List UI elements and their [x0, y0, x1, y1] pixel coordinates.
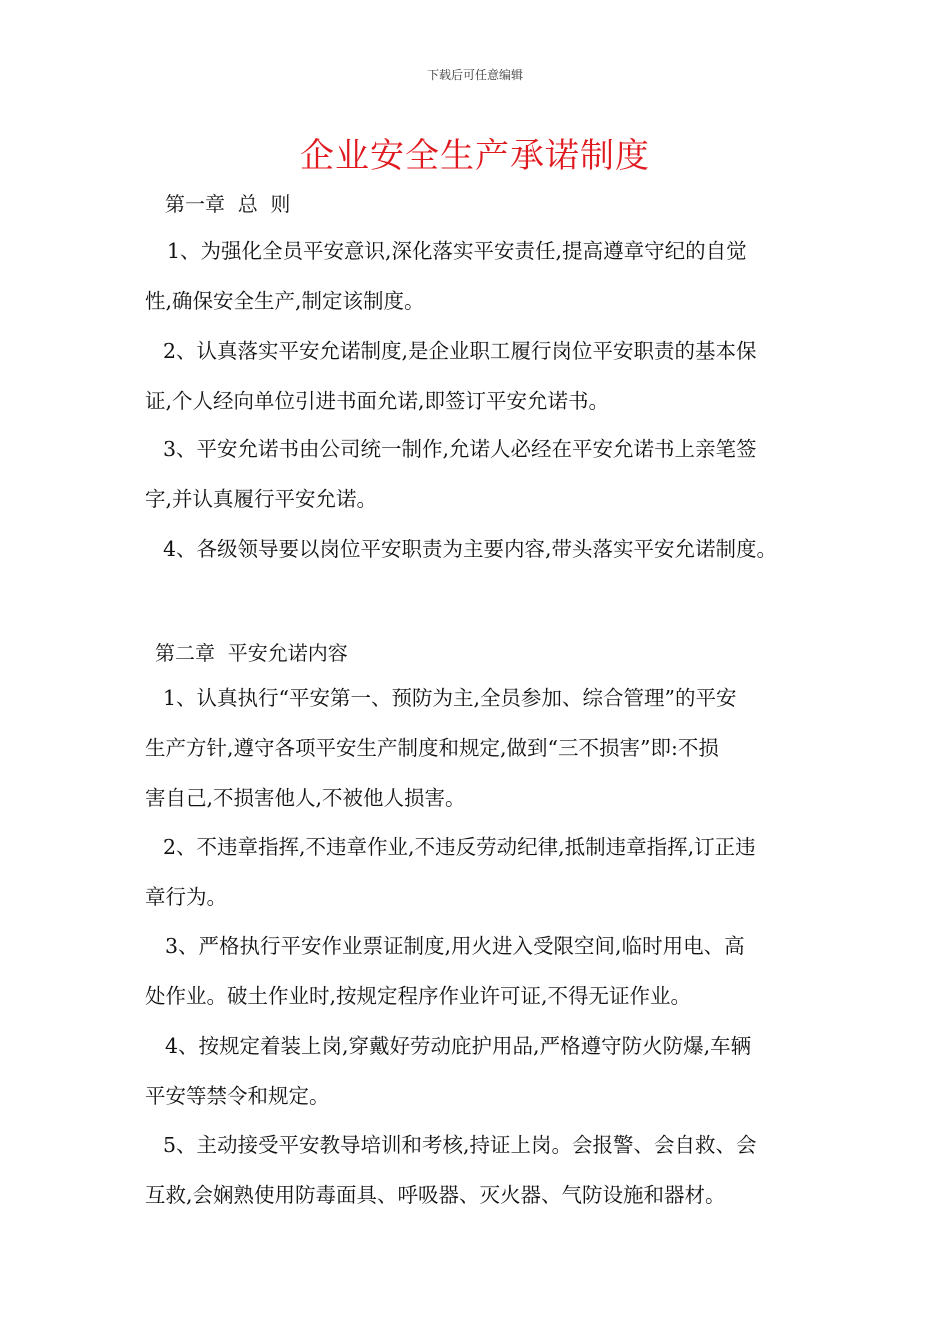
paragraph-line: 2、不违章指挥,不违章作业,不违反劳动纪律,抵制违章指挥,订正违 [163, 835, 756, 859]
paragraph-line: 5、主动接受平安教导培训和考核,持证上岗。会报警、会自救、会 [163, 1133, 757, 1157]
chapter-1-paragraph [145, 424, 815, 524]
paragraph-line: 处作业。破土作业时,按规定程序作业许可证,不得无证作业。 [145, 984, 692, 1008]
paragraph-line: 性,确保安全生产,制定该制度。 [145, 289, 425, 313]
paragraph-line: 互救,会娴熟使用防毒面具、呼吸器、灭火器、气防设施和器材。 [145, 1183, 726, 1207]
paragraph-line: 字,并认真履行平安允诺。 [145, 487, 378, 511]
paragraph-line: 1、为强化全员平安意识,深化落实平安责任,提高遵章守纪的自觉 [167, 239, 747, 263]
paragraph-line: 害自己,不损害他人,不被他人损害。 [145, 786, 466, 810]
chapter-2-paragraph [145, 673, 815, 823]
chapter-1-paragraph [145, 524, 815, 574]
paragraph-line: 章行为。 [145, 885, 227, 909]
chapter-2-paragraph [145, 921, 815, 1021]
paragraph-line: 生产方针,遵守各项平安生产制度和规定,做到“三不损害”即:不损 [145, 736, 719, 760]
document-title: 企业安全生产承诺制度 [300, 136, 650, 176]
chapter-1-heading: 第一章 总 则 [165, 192, 291, 216]
chapter-1-paragraph [145, 226, 815, 326]
paragraph-line: 3、严格执行平安作业票证制度,用火进入受限空间,临时用电、高 [165, 934, 745, 958]
paragraph-line: 平安等禁令和规定。 [145, 1084, 330, 1108]
header-note: 下载后可任意编辑 [426, 68, 523, 82]
chapter-2-heading: 第二章 平安允诺内容 [155, 641, 348, 665]
chapter-2-paragraph [145, 1120, 815, 1220]
paragraph-line: 4、各级领导要以岗位平安职责为主要内容,带头落实平安允诺制度。 [163, 537, 778, 561]
paragraph-line: 3、平安允诺书由公司统一制作,允诺人必经在平安允诺书上亲笔签 [163, 437, 757, 461]
chapter-2-paragraph [145, 822, 815, 922]
paragraph-line: 证,个人经向单位引进书面允诺,即签订平安允诺书。 [145, 389, 610, 413]
paragraph-line: 4、按规定着装上岗,穿戴好劳动庇护用品,严格遵守防火防爆,车辆 [165, 1034, 752, 1058]
chapter-2-paragraph [145, 1021, 815, 1121]
chapter-1-paragraph [145, 326, 815, 426]
paragraph-line: 1、认真执行“平安第一、预防为主,全员参加、综合管理”的平安 [163, 686, 737, 710]
paragraph-line: 2、认真落实平安允诺制度,是企业职工履行岗位平安职责的基本保 [163, 339, 757, 363]
